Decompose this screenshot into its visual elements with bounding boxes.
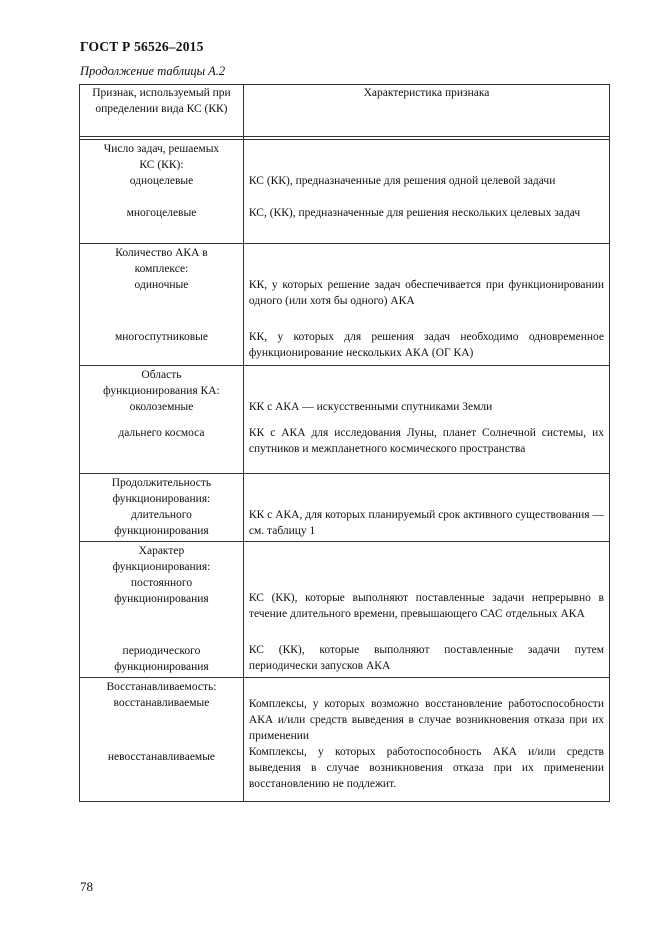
feature-term: невосстанавливаемые	[107, 751, 216, 763]
column-header-feature: Признак, используемый при определении вида КС (КК)	[80, 85, 244, 137]
characteristic-text: КК, у которых решение задач обеспечивается при функционировании одного (или хотя бы одного) АКА	[248, 279, 604, 307]
table-continuation-caption: Продолжение таблицы А.2	[80, 64, 226, 78]
table-row	[80, 140, 610, 244]
characteristic-text: Комплексы, у которых работоспособность АКА и/или средств выведения в случае возникновения отказа при их применении восстановлению не подлежит.	[248, 746, 604, 790]
table-row	[80, 474, 610, 542]
feature-cell	[80, 244, 244, 366]
feature-cell	[80, 366, 244, 474]
table-row	[80, 678, 610, 802]
characteristic-text: КК, у которых для решения задач необходимо одновременное функционирование нескольких АКА (ОГ КА)	[248, 331, 604, 359]
feature-term: дальнего космоса	[118, 427, 205, 439]
table-row	[80, 244, 610, 366]
feature-cell	[80, 474, 244, 542]
group-title-line: функционирования:	[112, 561, 211, 573]
feature-term: одиночные	[134, 279, 189, 291]
group-title-line: комплексе:	[134, 263, 189, 275]
feature-term: многоцелевые	[126, 207, 197, 219]
characteristic-cell	[243, 244, 609, 366]
feature-term: восстанавливаемые	[113, 697, 210, 709]
group-title-line: функционирования:	[112, 493, 211, 505]
page-number: 78	[80, 879, 93, 894]
group-title-line: КС (КК):	[139, 159, 184, 171]
group-title-line: Количество АКА в	[115, 247, 208, 259]
group-title-line: Область	[141, 369, 182, 381]
characteristic-text: КС, (КК), предназначенные для решения нескольких целевых задач	[248, 207, 581, 219]
table-row	[80, 366, 610, 474]
feature-term: постоянного	[130, 577, 193, 589]
feature-term: длительного	[130, 509, 192, 521]
characteristic-text: КК с АКА — искусственными спутниками Земли	[248, 401, 493, 413]
characteristic-text: Комплексы, у которых возможно восстановление работоспособности АКА и/или средств выведения в случае возникновения отказа при их применении	[248, 698, 604, 742]
characteristic-cell	[243, 474, 609, 542]
feature-term: одноцелевые	[129, 175, 194, 187]
group-title-line: Число задач, решаемых	[103, 143, 220, 155]
characteristic-text: КС (КК), которые выполняют поставленные задачи путем периодически запусков АКА	[248, 644, 604, 672]
characteristic-cell	[243, 366, 609, 474]
group-title-line: Продолжительность	[111, 477, 212, 489]
characteristic-text: КК с АКА для исследования Луны, планет Солнечной системы, их спутников и межпланетного космического пространства	[248, 427, 604, 455]
feature-cell	[80, 140, 244, 244]
characteristic-text: КС (КК), которые выполняют поставленные задачи непрерывно в течение длительного времени, превышающего САС отдельных АКА	[248, 592, 604, 620]
feature-term: околоземные	[129, 401, 194, 413]
group-title-line: функционирования КА:	[103, 385, 220, 397]
table-header-row	[80, 85, 610, 137]
group-title-line: Характер	[138, 545, 185, 557]
standard-designation: ГОСТ Р 56526–2015	[80, 39, 204, 54]
characteristic-cell	[243, 140, 609, 244]
group-title-line: Восстанавливаемость:	[106, 681, 217, 693]
feature-term: функционирования	[114, 525, 209, 537]
column-header-characteristic: Характеристика признака	[243, 85, 609, 137]
characteristic-text: КС (КК), предназначенные для решения одной целевой задачи	[248, 175, 556, 187]
characteristic-text: КК с АКА, для которых планируемый срок активного существования — см. таблицу 1	[248, 509, 604, 537]
feature-cell	[80, 542, 244, 678]
feature-term: периодического	[122, 645, 201, 657]
feature-term: функционирования	[114, 593, 209, 605]
feature-term: функционирования	[114, 661, 209, 673]
characteristics-table	[79, 84, 610, 802]
characteristic-cell	[243, 542, 609, 678]
feature-term: многоспутниковые	[114, 331, 208, 343]
table-row	[80, 542, 610, 678]
characteristic-cell	[243, 678, 609, 802]
feature-cell	[80, 678, 244, 802]
